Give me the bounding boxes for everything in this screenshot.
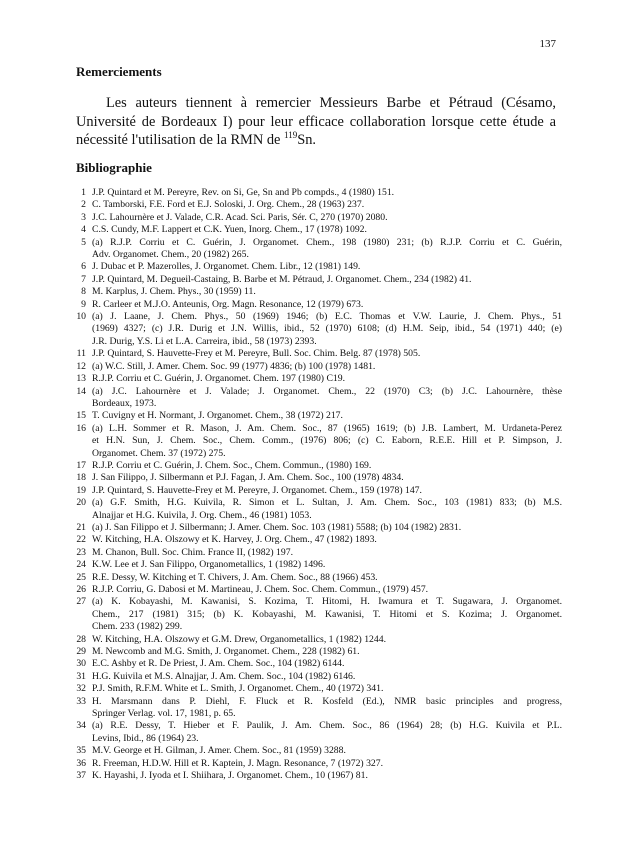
reference-text-line: W. Kitching, H.A. Olszowy et K. Harvey, J. Org. Chem., 47 (1982) 1893. bbox=[92, 534, 377, 546]
reference-item bbox=[72, 386, 562, 411]
reference-number: 2 bbox=[81, 199, 86, 211]
reference-item bbox=[72, 572, 562, 584]
reference-item bbox=[72, 770, 562, 782]
reference-text-line: J.P. Quintard et M. Pereyre, Rev. on Si, Ge, Sn and Pb compds., 4 (1980) 151. bbox=[92, 187, 395, 198]
reference-item bbox=[72, 696, 562, 721]
reference-item bbox=[72, 596, 562, 633]
reference-text-line: C. Tamborski, F.E. Ford et E.J. Soloski, J. Org. Chem., 28 (1963) 237. bbox=[92, 199, 365, 211]
reference-item bbox=[72, 410, 562, 422]
reference-number: 15 bbox=[76, 410, 86, 422]
reference-text-line: M. Karplus, J. Chem. Phys., 30 (1959) 11. bbox=[92, 286, 256, 298]
reference-item bbox=[72, 261, 562, 273]
reference-number: 12 bbox=[76, 360, 86, 372]
reference-item bbox=[72, 237, 562, 262]
reference-list bbox=[72, 187, 562, 783]
reference-text-line: R.J.P. Corriu et C. Guérin, J. Chem. Soc., Chem. Commun., (1980) 169. bbox=[92, 459, 372, 471]
reference-item bbox=[72, 547, 562, 559]
reference-number: 23 bbox=[76, 546, 86, 558]
reference-text-line: J.P. Quintard, M. Degueil-Castaing, B. Barbe et M. Pétraud, J. Organomet. Chem., 234 (1982) 41. bbox=[92, 273, 472, 285]
reference-number: 14 bbox=[76, 385, 86, 397]
reference-item bbox=[72, 758, 562, 770]
reference-number: 28 bbox=[76, 633, 86, 645]
reference-number: 5 bbox=[81, 236, 86, 248]
reference-item bbox=[72, 460, 562, 472]
reference-item bbox=[72, 348, 562, 360]
reference-number: 31 bbox=[76, 670, 86, 682]
reference-item bbox=[72, 423, 562, 460]
reference-text-line: H. Marsmann dans P. Diehl, F. Fluck et R. Kosfeld (Ed.), NMR basic principles and progress, bbox=[92, 695, 562, 707]
reference-number: 7 bbox=[81, 273, 86, 285]
reference-text-line: R.J.P. Corriu et C. Guérin, J. Organomet. Chem. 197 (1980) C19. bbox=[92, 373, 346, 385]
reference-number: 9 bbox=[81, 298, 86, 310]
reference-text-line: K.W. Lee et J. San Filippo, Organometallics, 1 (1982) 1496. bbox=[92, 559, 326, 571]
reference-item bbox=[72, 286, 562, 298]
reference-text-line: E.C. Ashby et R. De Priest, J. Am. Chem. Soc., 104 (1982) 6144. bbox=[92, 658, 345, 670]
reference-text-line: J.P. Quintard, S. Hauvette-Frey et M. Pereyre, Bull. Soc. Chim. Belg. 87 (1978) 505. bbox=[92, 348, 421, 360]
reference-item bbox=[72, 212, 562, 224]
reference-text-line: M. Newcomb and M.G. Smith, J. Organomet. Chem., 228 (1982) 61. bbox=[92, 646, 360, 658]
reference-number: 33 bbox=[76, 695, 86, 707]
reference-text-line: (a) G.F. Smith, H.G. Kuivila, R. Simon et L. Sultan, J. Am. Chem. Soc., 103 (1981) 833; (b) M.S. bbox=[92, 497, 562, 509]
acknowledgements-paragraph bbox=[76, 94, 556, 150]
reference-text-line: J. San Filippo, J. Silbermann et P.J. Fagan, J. Am. Chem. Soc., 100 (1978) 4834. bbox=[92, 472, 404, 484]
reference-item bbox=[72, 361, 562, 373]
reference-item bbox=[72, 584, 562, 596]
reference-text-line: Levins, Ibid., 86 (1964) 23. bbox=[92, 732, 199, 744]
reference-text-line: R. Carleer et M.J.O. Anteunis, Org. Magn. Resonance, 12 (1979) 673. bbox=[92, 298, 364, 310]
reference-item bbox=[72, 472, 562, 484]
reference-text-line: Springer Verlag. vol. 17, 1981, p. 65. bbox=[92, 708, 236, 720]
reference-text-line: (a) J. San Filippo et J. Silbermann; J. Amer. Chem. Soc. 103 (1981) 5588; (b) 104 (1982) 2831. bbox=[92, 521, 462, 533]
page-number: 137 bbox=[539, 38, 556, 50]
reference-text-line: P.J. Smith, R.F.M. White et L. Smith, J. Organomet. Chem., 40 (1972) 341. bbox=[92, 683, 384, 695]
reference-text-line: R.J.P. Corriu, G. Dabosi et M. Martineau, J. Chem. Soc. Chem. Commun., (1979) 457. bbox=[92, 584, 429, 595]
reference-number: 26 bbox=[76, 584, 86, 595]
reference-number: 8 bbox=[81, 286, 86, 298]
reference-text-line: (1969) 4327; (c) J.R. Durig et J.N. Willis, ibid., 52 (1970) 6108; (d) H.M. Seip, ibid., 54 (1971) 440; (e) bbox=[92, 323, 562, 335]
reference-text-line: M.V. George et H. Gilman, J. Amer. Chem. Soc., 81 (1959) 3288. bbox=[92, 745, 346, 757]
acknowledgements-text: Les auteurs tiennent à remercier Messieurs Barbe et Pétraud (Césamo, Université de Bordeaux I) pour leur efficace collaboration lorsque cette étude a nécessité l'utilisation de la RMN de bbox=[76, 95, 556, 149]
reference-item bbox=[72, 274, 562, 286]
reference-item bbox=[72, 671, 562, 683]
reference-item bbox=[72, 522, 562, 534]
reference-number: 6 bbox=[81, 261, 86, 273]
reference-number: 30 bbox=[76, 658, 86, 670]
reference-text-line: (a) J. Laane, J. Chem. Phys., 50 (1969) 1946; (b) E.C. Thomas et V.W. Laurie, J. Chem. Phys., 51 bbox=[92, 311, 562, 323]
reference-text-line: (a) K. Kobayashi, M. Kawanisi, S. Kozima, T. Hitomi, H. Iwamura et T. Sugawara, J. Organomet. bbox=[92, 596, 562, 608]
reference-item bbox=[72, 683, 562, 695]
reference-number: 13 bbox=[76, 373, 86, 385]
reference-number: 21 bbox=[76, 521, 86, 533]
reference-text-line: J. Dubac et P. Mazerolles, J. Organomet. Chem. Libr., 12 (1981) 149. bbox=[92, 261, 361, 273]
reference-item bbox=[72, 646, 562, 658]
reference-text-line: T. Cuvigny et H. Normant, J. Organomet. Chem., 38 (1972) 217. bbox=[92, 410, 343, 422]
reference-number: 3 bbox=[81, 211, 86, 223]
reference-text-line: K. Hayashi, J. Iyoda et I. Shiihara, J. Organomet. Chem., 10 (1967) 81. bbox=[92, 770, 368, 782]
reference-text-line: Chem. 233 (1982) 299. bbox=[92, 621, 183, 633]
reference-number: 19 bbox=[76, 484, 86, 496]
reference-item bbox=[72, 187, 562, 199]
reference-number: 22 bbox=[76, 534, 86, 546]
reference-item bbox=[72, 199, 562, 211]
reference-text-line: Adv. Organomet. Chem., 20 (1982) 265. bbox=[92, 249, 249, 261]
reference-text-line: H.G. Kuivila et M.S. Alnajjar, J. Am. Chem. Soc., 104 (1982) 6146. bbox=[92, 670, 356, 682]
reference-text-line: (a) R.J.P. Corriu et C. Guérin, J. Organomet. Chem., 198 (1980) 231; (b) R.J.P. Corriu et C. Guérin, bbox=[92, 236, 562, 248]
reference-text-line: J.P. Quintard, S. Hauvette-Frey et M. Pereyre, J. Organomet. Chem., 159 (1978) 147. bbox=[92, 484, 422, 496]
reference-text-line: J.R. Durig, Y.S. Li et L.A. Carreira, ibid., 58 (1973) 2393. bbox=[92, 335, 317, 347]
reference-item bbox=[72, 720, 562, 745]
reference-text-line: (a) R.E. Dessy, T. Hieber et F. Paulik, J. Am. Chem. Soc., 86 (1964) 28; (b) H.G. Kuivila et P.L. bbox=[92, 720, 562, 732]
reference-item bbox=[72, 485, 562, 497]
reference-number: 4 bbox=[81, 224, 86, 236]
acknowledgements-text-end: Sn. bbox=[297, 132, 316, 149]
reference-number: 10 bbox=[76, 311, 86, 323]
reference-number: 29 bbox=[76, 646, 86, 658]
reference-number: 25 bbox=[76, 571, 86, 583]
reference-number: 1 bbox=[81, 187, 86, 198]
reference-item bbox=[72, 224, 562, 236]
reference-number: 32 bbox=[76, 683, 86, 695]
reference-number: 18 bbox=[76, 472, 86, 484]
reference-item bbox=[72, 373, 562, 385]
reference-text-line: R. Freeman, H.D.W. Hill et R. Kaptein, J. Magn. Resonance, 7 (1972) 327. bbox=[92, 757, 384, 769]
reference-number: 27 bbox=[76, 596, 86, 608]
bibliography-heading: Bibliographie bbox=[76, 160, 152, 175]
reference-number: 17 bbox=[76, 459, 86, 471]
reference-text-line: Bordeaux, 1973. bbox=[92, 397, 157, 409]
reference-text-line: Organomet. Chem. 37 (1972) 275. bbox=[92, 447, 226, 459]
reference-item bbox=[72, 299, 562, 311]
reference-item bbox=[72, 745, 562, 757]
reference-item bbox=[72, 559, 562, 571]
reference-number: 34 bbox=[76, 720, 86, 732]
reference-text-line: J.C. Lahournère et J. Valade, C.R. Acad. Sci. Paris, Sér. C, 270 (1970) 2080. bbox=[92, 211, 388, 223]
reference-number: 24 bbox=[76, 559, 86, 571]
reference-item bbox=[72, 534, 562, 546]
reference-number: 16 bbox=[76, 422, 86, 434]
reference-text-line: M. Chanon, Bull. Soc. Chim. France II, (1982) 197. bbox=[92, 546, 293, 558]
reference-text-line: R.E. Dessy, W. Kitching et T. Chivers, J. Am. Chem. Soc., 88 (1966) 453. bbox=[92, 571, 378, 583]
reference-item bbox=[72, 311, 562, 348]
reference-item bbox=[72, 497, 562, 522]
reference-number: 20 bbox=[76, 497, 86, 509]
reference-item bbox=[72, 658, 562, 670]
reference-text-line: Alnajjar et H.G. Kuivila, J. Org. Chem., 46 (1981) 1053. bbox=[92, 509, 312, 521]
reference-number: 35 bbox=[76, 745, 86, 757]
reference-text-line: W. Kitching, H.A. Olszowy et G.M. Drew, Organometallics, 1 (1982) 1244. bbox=[92, 633, 386, 645]
isotope-superscript: 119 bbox=[284, 130, 298, 141]
reference-number: 36 bbox=[76, 757, 86, 769]
reference-item bbox=[72, 634, 562, 646]
reference-text-line: (a) W.C. Still, J. Amer. Chem. Soc. 99 (1977) 4836; (b) 100 (1978) 1481. bbox=[92, 360, 376, 372]
acknowledgements-heading: Remerciements bbox=[76, 64, 162, 79]
reference-number: 11 bbox=[76, 348, 86, 360]
reference-text-line: (a) L.H. Sommer et R. Mason, J. Am. Chem. Soc., 87 (1965) 1619; (b) J.B. Lambert, M. Urdaneta-Perez bbox=[92, 422, 562, 434]
reference-text-line: C.S. Cundy, M.F. Lappert et C.K. Yuen, Inorg. Chem., 17 (1978) 1092. bbox=[92, 224, 367, 236]
reference-text-line: et H.N. Sun, J. Chem. Soc., Chem. Comm., (1976) 806; (c) C. Eaborn, R.E.E. Hill et P. Simpson, J. bbox=[92, 435, 562, 447]
reference-text-line: (a) J.C. Lahournère et J. Valade; J. Organomet. Chem., 22 (1970) C3; (b) J.C. Lahournère, thèse bbox=[92, 385, 562, 397]
reference-text-line: Chem., 217 (1981) 315; (b) K. Kobayashi, M. Kawanisi, T. Hitomi et S. Kozima; J. Organomet. bbox=[92, 608, 562, 620]
reference-number: 37 bbox=[76, 770, 86, 782]
